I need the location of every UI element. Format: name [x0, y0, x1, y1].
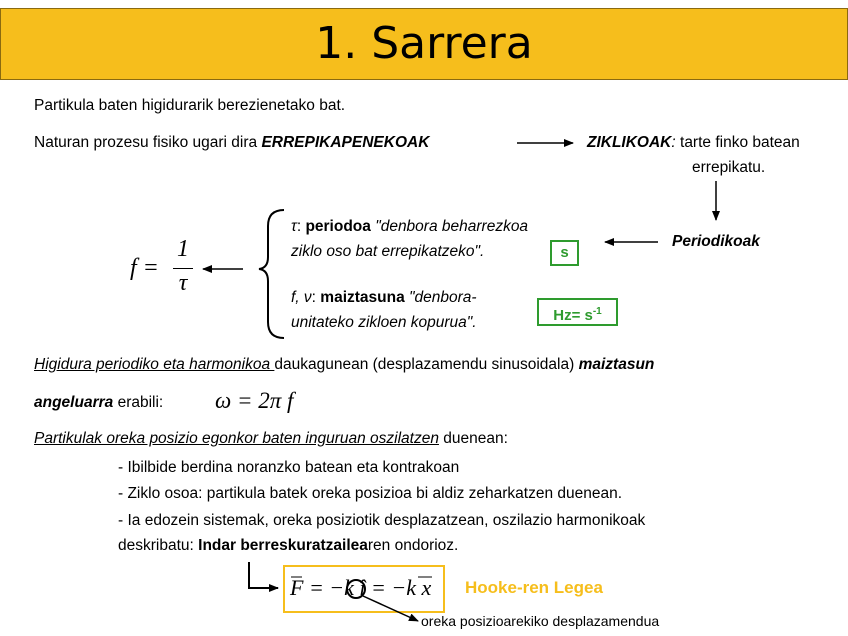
frequency-desc-1: "denbora- [404, 289, 477, 306]
cyclic-desc: tarte finko batean [675, 134, 800, 151]
bullet3-prefix: deskribatu: [118, 537, 199, 554]
bullet-item: - Ia edozein sistemak, oreka posiziotik desplazatzean, oszilazio harmonikoak [118, 512, 646, 529]
restoring-force-term: Indar berreskuratzailea [198, 537, 368, 554]
periodic-label: Periodikoak [672, 233, 760, 250]
period-desc-2: ziklo oso bat errepikatzeko". [291, 243, 485, 260]
displacement-note: oreka posizioarekiko desplazamendua [421, 613, 660, 629]
period-desc-1: "denbora beharrezkoa [370, 218, 529, 235]
hooke-law-label: Hooke-ren Legea [465, 578, 603, 597]
bullet3-suffix: ren ondorioz. [367, 537, 459, 554]
period-symbol: τ [291, 218, 297, 235]
period-name: periodoa [305, 218, 371, 235]
harmonic-text-2: erabili: [113, 394, 164, 411]
period-sep: : [296, 218, 306, 235]
harmonic-bold-2: angeluarra [34, 394, 114, 411]
frequency-formula-lhs: f = [130, 255, 159, 281]
oscillation-underlined: Partikulak oreka posizio egonkor baten inguruan oszilatzen [34, 430, 439, 447]
highlight-circle [347, 580, 365, 598]
slide-title: 1. Sarrera [315, 18, 533, 69]
frequency-formula-num: 1 [177, 236, 189, 262]
frequency-unit-sup: -1 [592, 306, 602, 317]
curly-brace [259, 210, 284, 338]
bullet-item: - Ibilbide berdina noranzko batean eta kontrakoan [118, 459, 460, 476]
cyclic-desc-2: errepikatu. [692, 159, 766, 176]
natural-processes-text: Naturan prozesu fisiko ugari dira [34, 134, 262, 151]
angular-frequency-formula: ω = 2π f [215, 388, 294, 413]
repetitive-term: ERREPIKAPENEKOAK [261, 134, 430, 151]
frequency-name: maiztasuna [320, 289, 405, 306]
harmonic-text: daukagunean (desplazamendu sinusoidala) [274, 356, 579, 373]
cyclic-colon: : [671, 134, 676, 151]
arrow-bent-icon [249, 562, 278, 588]
bullet-item: - Ziklo osoa: partikula batek oreka posizioa bi aldiz zeharkatzen duenean. [118, 485, 623, 502]
frequency-symbol: f, ν [291, 289, 312, 306]
frequency-sep: : [311, 289, 321, 306]
hooke-formula: F = −k î = −k x [290, 575, 432, 600]
arrow-diagonal-icon [363, 596, 418, 621]
cyclic-term: ZIKLIKOAK [587, 134, 672, 151]
harmonic-bold-1: maiztasun [578, 356, 655, 373]
harmonic-underlined: Higidura periodiko eta harmonikoa [34, 356, 275, 373]
frequency-desc-2: unitateko zikloen kopurua". [291, 314, 477, 331]
intro-line: Partikula baten higidurarik berezienetako bat. [34, 97, 346, 114]
frequency-formula-den: τ [178, 270, 188, 296]
oscillation-text: duenean: [438, 430, 508, 447]
frequency-unit: Hz= s [553, 307, 593, 324]
period-unit-box: s [550, 240, 579, 266]
